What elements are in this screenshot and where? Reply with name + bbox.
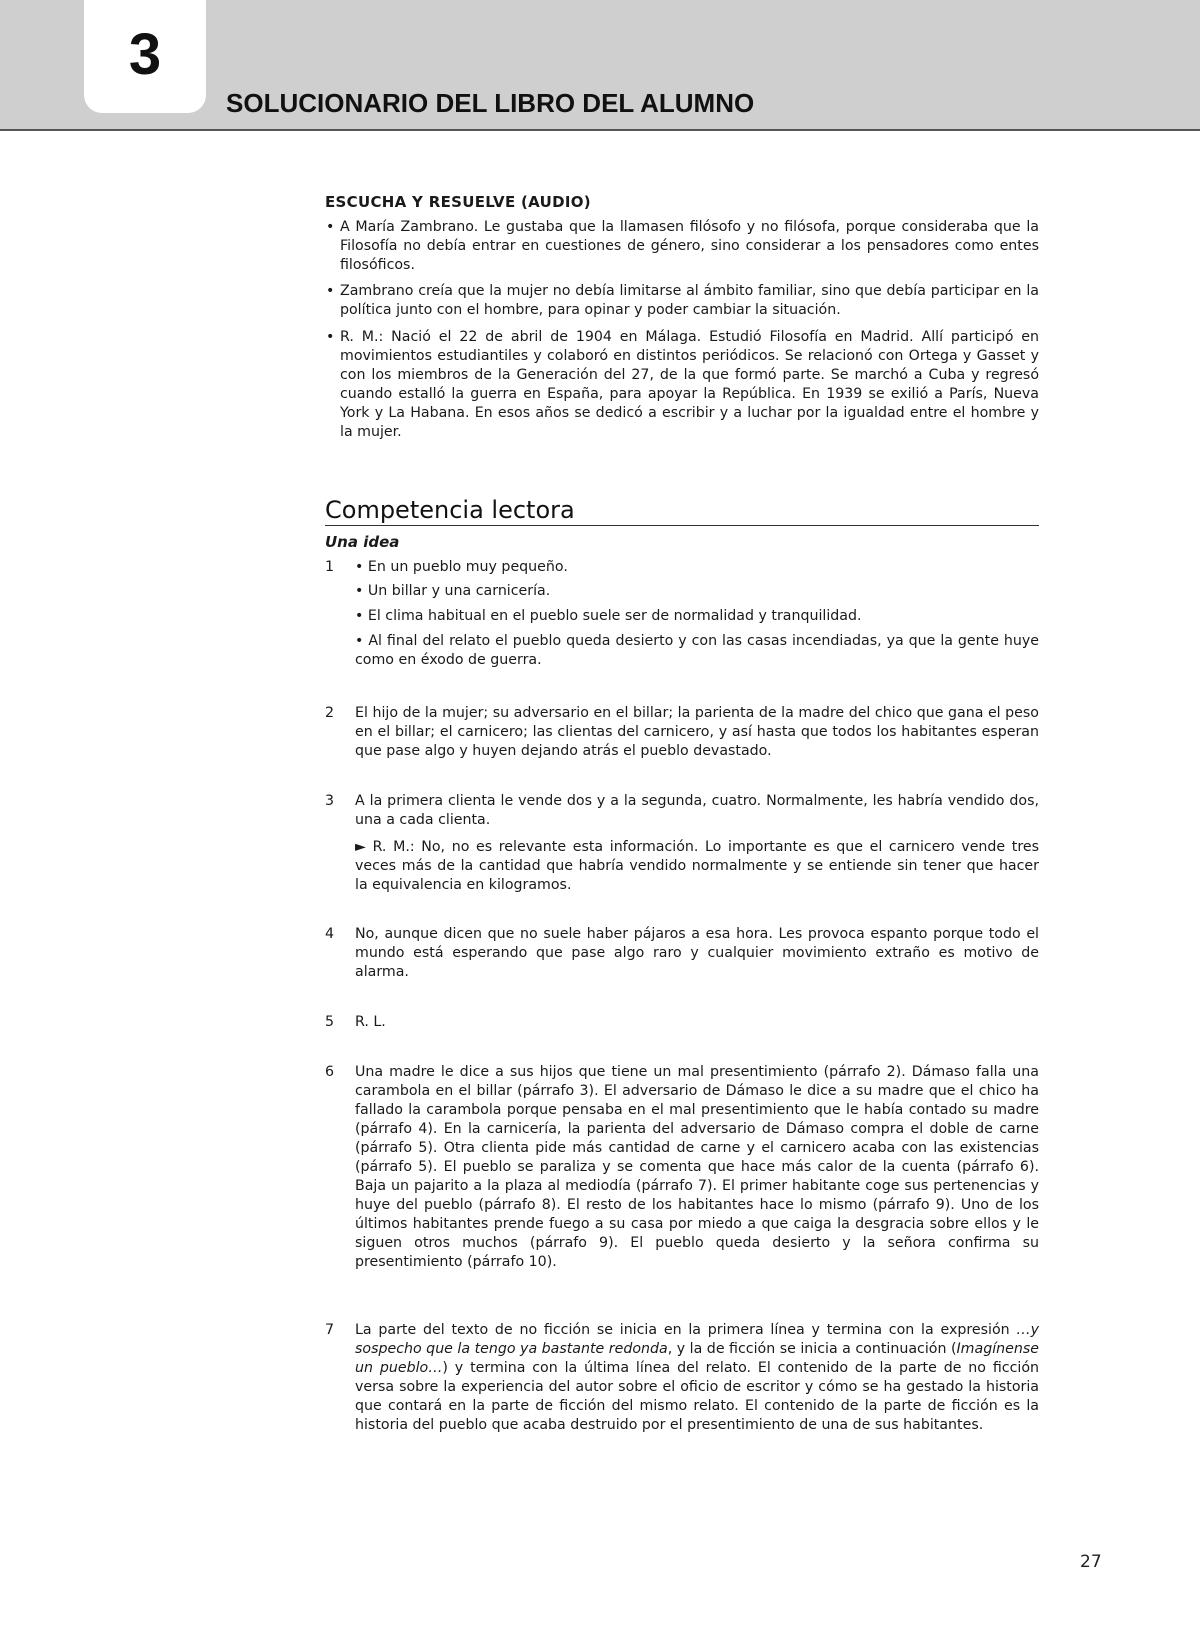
bullet-dot: • [355,559,364,575]
answer-bullet: Al final del relato el pueblo queda desierto y con las casas incendiadas, ya que la gente huye como en éxodo de guerra. [355,633,1039,668]
question-number: 5 [325,1014,335,1030]
question-1-bullet-4 [355,632,1039,670]
arrow-icon: ► [355,839,366,855]
header-title: SOLUCIONARIO DEL LIBRO DEL ALUMNO [226,88,755,118]
subheading-una-idea: Una idea [325,533,400,551]
page-number: 27 [1080,1552,1102,1572]
question-5 [325,1013,1039,1032]
audio-bullet-text: Zambrano creía que la mujer no debía limitarse al ámbito familiar, sino que debía participar en la política junto con el hombre, para opinar y poder cambiar la situación. [340,283,1039,318]
question-1 [325,558,1039,577]
answer-quote: Imagínense un pueblo… [355,1341,1039,1376]
bullet-dot: • [326,283,335,299]
question-3 [325,792,1039,830]
bullet-dot: • [355,583,364,599]
audio-bullet-2 [325,282,1039,320]
audio-bullet-text: R. M.: Nació el 22 de abril de 1904 en Málaga. Estudió Filosofía en Madrid. Allí participó en movimientos estudiantiles y colaboró en distintos periódicos. Se relacionó con Ortega y Gasset y con los miembros de la Generación del 27, de la que formó parte. Se marchó a Cuba y regresó cuando estalló la guerra en España, para apoyar la República. En 1939 se exilió a París, Nueva York y La Habana. En esos años se dedicó a escribir y a luchar por la igualdad entre el hombre y la mujer. [340,329,1039,440]
bullet-dot: • [326,219,335,235]
answer-text: A la primera clienta le vende dos y a la segunda, cuatro. Normalmente, les habría vendido dos, una a cada clienta. [355,793,1039,828]
question-2 [325,704,1039,761]
page-header [0,0,1200,131]
question-number: 4 [325,926,335,942]
question-1-bullet-2 [355,582,1039,601]
question-number: 6 [325,1064,335,1080]
question-number: 1 [325,559,335,575]
answer-text-part: ) y termina con la última línea del relato. El contenido de la parte de no ficción versa sobre la experiencia del autor sobre el oficio de escritor y cómo se ha gestado la historia que contará en la parte de ficción del mismo relato. El contenido de la parte de ficción es la historia del pueblo que acaba destruido por el presentimiento de una de sus habitantes. [355,1360,1040,1433]
bullet-dot: • [355,633,364,649]
answer-text-part: , y la de ficción se inicia a continuación ( [667,1341,957,1357]
audio-bullet-3 [325,328,1039,442]
answer-bullet: En un pueblo muy pequeño. [367,559,568,575]
answer-quote: …y sospecho que la tengo ya bastante redonda [355,1322,1039,1357]
answer-text: El hijo de la mujer; su adversario en el billar; la parienta de la madre del chico que gana el peso en el billar; el carnicero; las clientas del carnicero, y así hasta que todos los habitantes esperan que pase algo y huyen dejando atrás el pueblo devastado. [355,705,1039,759]
competencia-heading-text: Competencia lectora [325,496,575,524]
answer-bullet: Un billar y una carnicería. [367,583,551,599]
question-number: 3 [325,793,335,809]
answer-bullet: El clima habitual en el pueblo suele ser de normalidad y tranquilidad. [367,608,862,624]
audio-bullet-1 [325,218,1039,275]
question-number: 7 [325,1322,335,1338]
question-7 [325,1321,1039,1435]
bullet-dot: • [355,608,364,624]
question-6 [325,1063,1039,1272]
bullet-dot: • [326,329,335,345]
question-3-extra [355,838,1039,895]
answer-text-part: La parte del texto de no ficción se inicia en la primera línea y termina con la expresión [355,1322,1017,1338]
audio-section-title: ESCUCHA Y RESUELVE (AUDIO) [325,193,591,211]
answer-text: Una madre le dice a sus hijos que tiene un mal presentimiento (párrafo 2). Dámaso falla una carambola en el billar (párrafo 3). El adversario de Dámaso le dice a su madre que el chico ha fallado la carambola porque pensaba en el mal presentimiento que le había contado su madre (párrafo 4). En la carnicería, la parienta del adversario de Dámaso compra el doble de carne (párrafo 5). Otra clienta pide más cantidad de carne y el carnicero acaba con las existencias (párrafo 5). El pueblo se paraliza y se comenta que hace más calor de la cuenta (párrafo 6). Baja un pajarito a la plaza al mediodía (párrafo 7). El primer habitante coge sus pertenencias y huye del pueblo (párrafo 8). El resto de los habitantes hace lo mismo (párrafo 9). Uno de los últimos habitantes prende fuego a su casa por miedo a que caiga la desgracia sobre ellos y le siguen otros muchos (párrafo 9). El pueblo queda desierto y la señora confirma su presentimiento (párrafo 10). [355,1064,1039,1270]
question-4 [325,925,1039,982]
answer-text: No, aunque dicen que no suele haber pájaros a esa hora. Les provoca espanto porque todo el mundo está esperando que pase algo raro y cualquier movimiento extraño es motivo de alarma. [355,926,1039,980]
chapter-tab [84,0,206,113]
answer-extra: R. M.: No, no es relevante esta información. Lo importante es que el carnicero vende tres veces más de la cantidad que habría vendido normalmente y se entiende sin tener que hacer la equivalencia en kilogramos. [355,839,1040,893]
question-number: 2 [325,705,335,721]
answer-text: R. L. [355,1014,386,1030]
competencia-heading [325,497,1039,526]
chapter-number: 3 [128,22,162,87]
audio-bullet-text: A María Zambrano. Le gustaba que la llamasen filósofo y no filósofa, porque consideraba que la Filosofía no debía entrar en cuestiones de género, sino considerar a los pensadores como entes filosóficos. [340,219,1039,273]
question-1-bullet-3 [355,607,1039,626]
